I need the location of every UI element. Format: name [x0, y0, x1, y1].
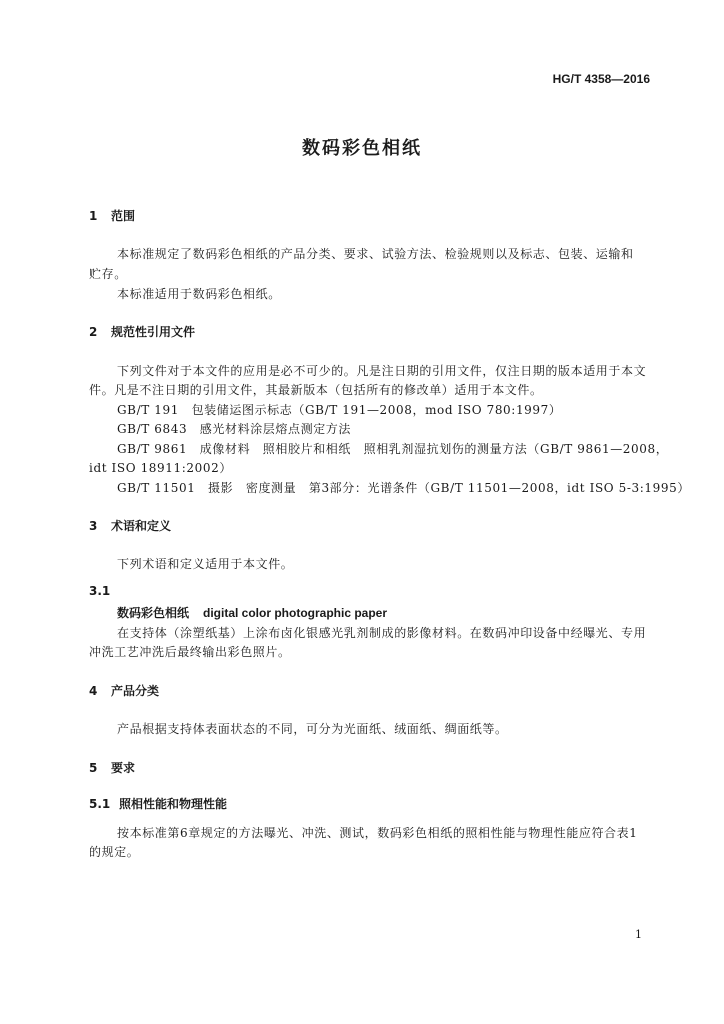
section-title: 产品分类: [111, 684, 160, 698]
section-4-heading: [89, 682, 159, 699]
paragraph-line: 下列术语和定义适用于本文件。: [117, 557, 294, 571]
paragraph-line: 在支持体（涂塑纸基）上涂布卤化银感光乳剂制成的影像材料。在数码冲印设备中经曝光、专用: [117, 626, 647, 640]
paragraph-line: 产品根据支持体表面状态的不同，可分为光面纸、绒面纸、绸面纸等。: [117, 722, 508, 736]
reference-item: GB/T 6843 感光材料涂层熔点测定方法: [117, 422, 352, 436]
section-5-heading: [89, 759, 135, 776]
document-title: 数码彩色相纸: [302, 138, 422, 159]
section-number: 2: [89, 325, 98, 339]
section-title: 规范性引用文件: [111, 325, 196, 339]
reference-item: GB/T 9861 成像材料 照相胶片和相纸 照相乳剂湿抗划伤的测量方法（GB/T 9861—2008，: [117, 442, 669, 456]
paragraph-line: 贮存。: [89, 267, 127, 281]
paragraph-line: 本标准规定了数码彩色相纸的产品分类、要求、试验方法、检验规则以及标志、包装、运输和: [117, 247, 634, 261]
page-number: 1: [635, 928, 642, 941]
section-1-heading: [89, 207, 135, 224]
subsection-number: 5.1: [89, 797, 111, 811]
section-2-heading: [89, 323, 195, 340]
paragraph-line: 下列文件对于本文件的应用是必不可少的。凡是注日期的引用文件，仅注日期的版本适用于本文: [117, 364, 647, 378]
paragraph-line: 本标准适用于数码彩色相纸。: [117, 287, 281, 301]
section-number: 1: [89, 209, 98, 223]
section-title: 要求: [111, 761, 136, 775]
paragraph-line: 件。凡是不注日期的引用文件，其最新版本（包括所有的修改单）适用于本文件。: [89, 383, 543, 397]
reference-item: GB/T 11501 摄影 密度测量 第3部分：光谱条件（GB/T 11501—2008，idt ISO 5-3:1995）: [117, 481, 690, 495]
section-number: 4: [89, 684, 98, 698]
reference-item-continuation: idt ISO 18911:2002）: [89, 461, 232, 475]
term-chinese: 数码彩色相纸: [117, 606, 190, 620]
term-number: 3.1: [89, 584, 111, 598]
subsection-title: 照相性能和物理性能: [119, 797, 228, 811]
section-number: 5: [89, 761, 98, 775]
reference-item: GB/T 191 包装储运图示标志（GB/T 191—2008，mod ISO 780:1997）: [117, 403, 562, 417]
subsection-5-1-heading: [89, 795, 227, 812]
term-heading: [117, 604, 387, 621]
term-english: digital color photographic paper: [203, 606, 388, 620]
standard-number: HG/T 4358—2016: [552, 72, 650, 86]
section-title: 范围: [111, 209, 136, 223]
section-title: 术语和定义: [111, 519, 172, 533]
paragraph-line: 冲洗工艺冲洗后最终输出彩色照片。: [89, 645, 291, 659]
paragraph-line: 的规定。: [89, 845, 140, 859]
section-number: 3: [89, 519, 98, 533]
section-3-heading: [89, 517, 171, 534]
paragraph-line: 按本标准第6章规定的方法曝光、冲洗、测试，数码彩色相纸的照相性能与物理性能应符合表1: [117, 826, 638, 840]
